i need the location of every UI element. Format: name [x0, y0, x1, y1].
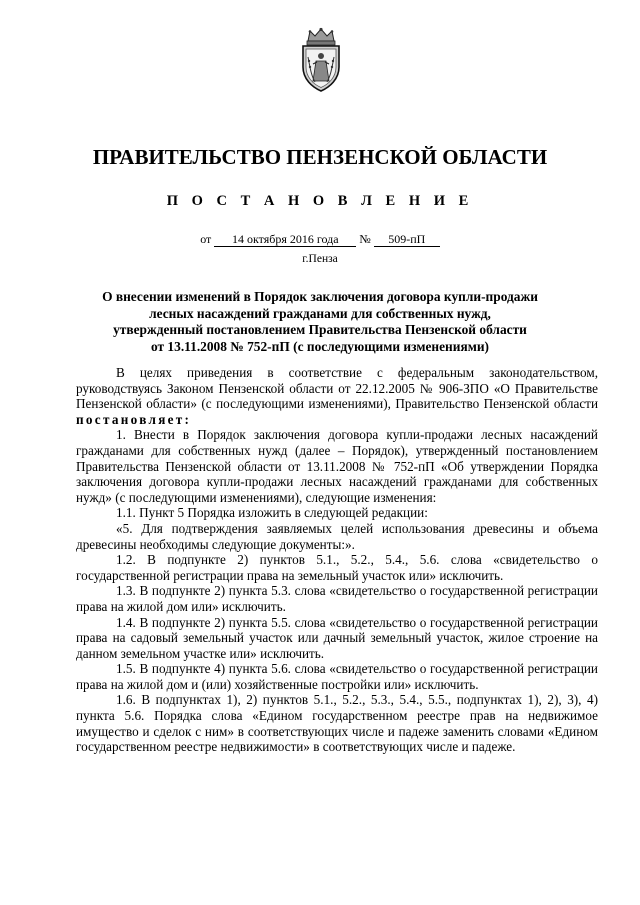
- paragraph-1-5: 1.5. В подпункте 4) пункта 5.6. слова «свидетельство о государственной регистрации права на жилой дом и (или) хозяйственные постройки или» исключить.: [76, 661, 598, 692]
- paragraph-1-6: 1.6. В подпунктах 1), 2) пунктов 5.1., 5.2., 5.3., 5.4., 5.5., подпунктах 1), 2), 3), 4) пункта 5.6. Порядка слова «Едином государственном реестре прав на недвижимое имущество и сделок с ним» в соответствующих числе и падеже заменить словами «Едином государственном реестре недвижимости» в соответствующих числе и падеже.: [76, 692, 598, 755]
- date-number-line: [0, 232, 640, 247]
- paragraph-1-1: 1.1. Пункт 5 Порядка изложить в следующей редакции:: [116, 505, 428, 521]
- paragraph-1-2: 1.2. В подпункте 2) пунктов 5.1., 5.2., 5.4., 5.6. слова «свидетельство о государственной регистрации права на земельный участок или» исключить.: [76, 552, 598, 583]
- title-line: от 13.11.2008 № 752-пП (с последующими изменениями): [150, 338, 490, 354]
- document-title: [60, 289, 580, 355]
- penza-region-coat-of-arms-icon: [296, 27, 346, 93]
- title-line: лесных насаждений гражданами для собственных нужд,: [149, 305, 491, 321]
- preamble-paragraph: [76, 365, 598, 427]
- preamble-text: В целях приведения в соответствие с федеральным законодательством, руководствуясь Законом Пензенской области от 22.12.2005 № 906-ЗПО «О Правительстве Пензенской области» (с последующими изменениями), Правительство Пензенской области: [76, 365, 598, 412]
- document-date: 14 октября 2016 года: [214, 233, 356, 247]
- decides-word: постановляет:: [76, 411, 192, 427]
- date-prefix: от: [200, 232, 212, 246]
- document-type: П О С Т А Н О В Л Е Н И Е: [166, 193, 474, 209]
- paragraph-1-4: 1.4. В подпункте 2) пункта 5.5. слова «свидетельство о государственной регистрации права на садовый земельный участок или дачный земельный участок, жилое строение на данном земельном участке или» исключить.: [76, 614, 598, 661]
- paragraph-1-1-quote: «5. Для подтверждения заявляемых целей использования древесины и объема древесины необходимы следующие документы:».: [76, 520, 598, 552]
- city: г.Пенза: [302, 253, 338, 265]
- title-line: О внесении изменений в Порядок заключения договора купли-продажи: [102, 289, 538, 304]
- number-prefix: №: [359, 232, 371, 246]
- document-body: [76, 365, 598, 755]
- title-line: утвержденный постановлением Правительства Пензенской области: [113, 322, 527, 337]
- paragraph-1-3: 1.3. В подпункте 2) пункта 5.3. слова «свидетельство о государственной регистрации права на жилой дом или» исключить.: [76, 583, 598, 614]
- paragraph-1: 1. Внести в Порядок заключения договора купли-продажи лесных насаждений гражданами для собственных нужд (далее – Порядок), утвержденный постановлением Правительства Пензенской области от 13.11.2008 № 752-пП «Об утверждении Порядка заключения договора купли-продажи лесных насаждений гражданами для собственных нужд» (с последующими изменениями), следующие изменения:: [76, 427, 598, 505]
- organization-name: ПРАВИТЕЛЬСТВО ПЕНЗЕНСКОЙ ОБЛАСТИ: [92, 145, 548, 169]
- document-number: 509-пП: [374, 233, 440, 247]
